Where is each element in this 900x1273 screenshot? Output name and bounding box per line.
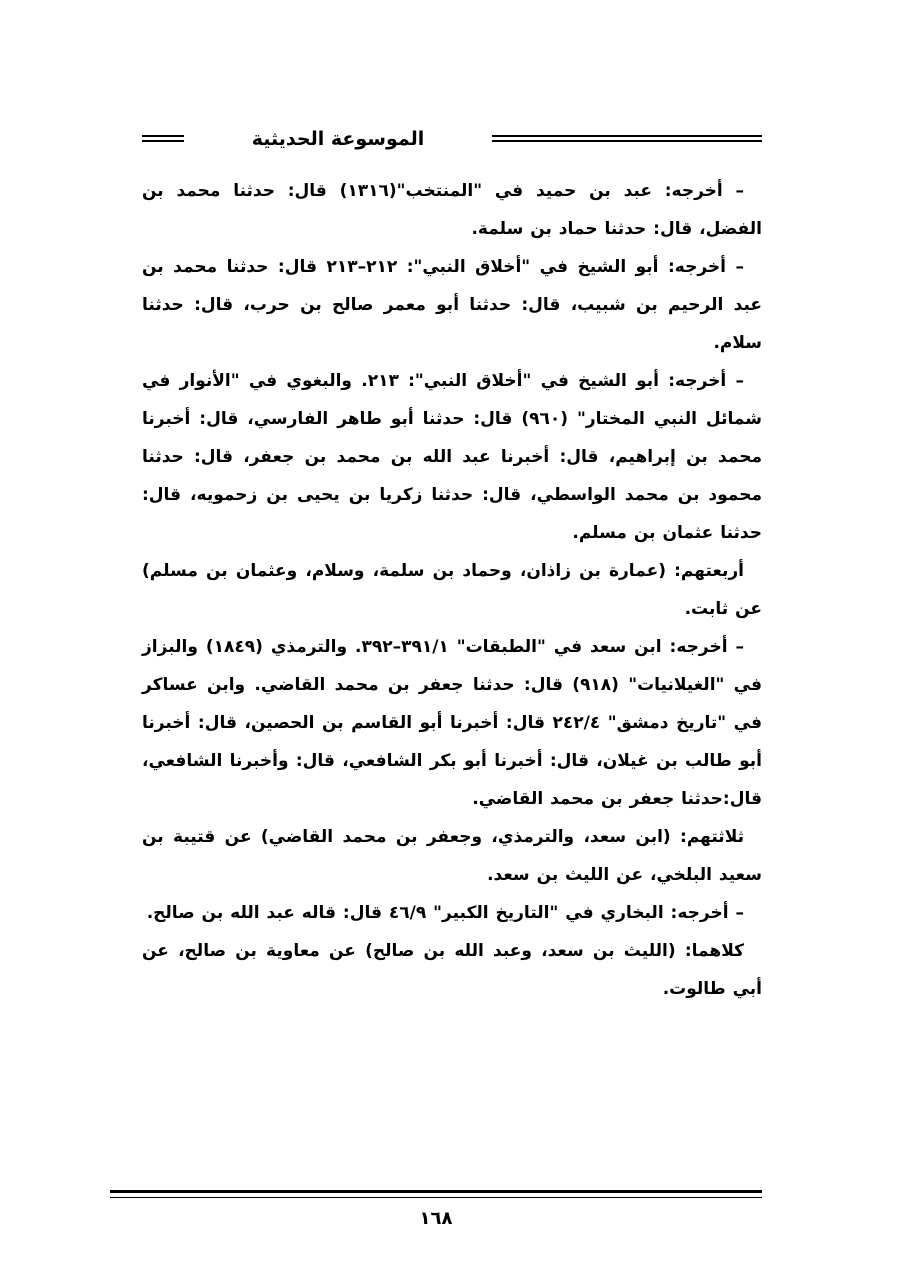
running-header <box>142 126 762 152</box>
paragraph-kilahuma: كلاهما: (الليث بن سعد، وعبد الله بن صالح) عن معاوية بن صالح، عن أبي طالوت. <box>142 941 762 999</box>
paragraph-arbaatuhum: أربعتهم: (عمارة بن زاذان، وحماد بن سلمة، وسلام، وعثمان بن مسلم) عن ثابت. <box>142 561 762 619</box>
page-footer <box>110 1190 762 1229</box>
paragraph-takhrij-abu-al-shaykh-2: – أخرجه: أبو الشيخ في "أخلاق النبي": ٢١٣. والبغوي في "الأنوار في شمائل النبي المختار" (٩٦٠) قال: حدثنا أبو طاهر الفارسي، قال: أخبرنا محمد بن إبراهيم، قال: أخبرنا عبد الله بن محمد بن جعفر، قال: حدثنا محمود بن محمد الواسطي، قال: حدثنا زكريا بن يحيى بن زحمويه، قال: حدثنا عثمان بن مسلم. <box>142 371 762 543</box>
page-number: ١٦٨ <box>419 1208 453 1229</box>
header-rule-right <box>492 135 762 142</box>
footer-rule-thin <box>110 1197 762 1198</box>
paragraph-takhrij-abd-bin-humaid: – أخرجه: عبد بن حميد في "المنتخب"(١٣١٦) قال: حدثنا محمد بن الفضل، قال: حدثنا حماد بن سلمة. <box>142 181 762 239</box>
header-title: الموسوعة الحديثية <box>251 128 425 150</box>
paragraph-takhrij-ibn-saad: – أخرجه: ابن سعد في "الطبقات" ٣٩١/١–٣٩٢. والترمذي (١٨٤٩) والبزاز في "الغيلانيات" (٩١٨) قال: حدثنا جعفر بن محمد القاضي. وابن عساكر في "تاريخ دمشق" ٢٤٢/٤ قال: أخبرنا أبو القاسم بن الحصين، قال: أخبرنا أبو طالب بن غيلان، قال: أخبرنا أبو بكر الشافعي، قال: وأخبرنا الشافعي، قال:حدثنا جعفر بن محمد القاضي. <box>142 637 762 809</box>
body-text <box>142 172 762 1008</box>
paragraph-takhrij-bukhari: – أخرجه: البخاري في "التاريخ الكبير" ٤٦/٩ قال: قاله عبد الله بن صالح. <box>146 903 744 923</box>
footer-rule-thick <box>110 1190 762 1193</box>
paragraph-takhrij-abu-al-shaykh-1: – أخرجه: أبو الشيخ في "أخلاق النبي": ٢١٢–٢١٣ قال: حدثنا محمد بن عبد الرحيم بن شبيب، قال: حدثنا أبو معمر صالح بن حرب، قال: حدثنا سلام. <box>142 257 762 353</box>
paragraph-thalathatuhum: ثلاثتهم: (ابن سعد، والترمذي، وجعفر بن محمد القاضي) عن قتيبة بن سعيد البلخي، عن الليث بن سعد. <box>142 827 762 885</box>
header-rule-left <box>142 135 184 142</box>
